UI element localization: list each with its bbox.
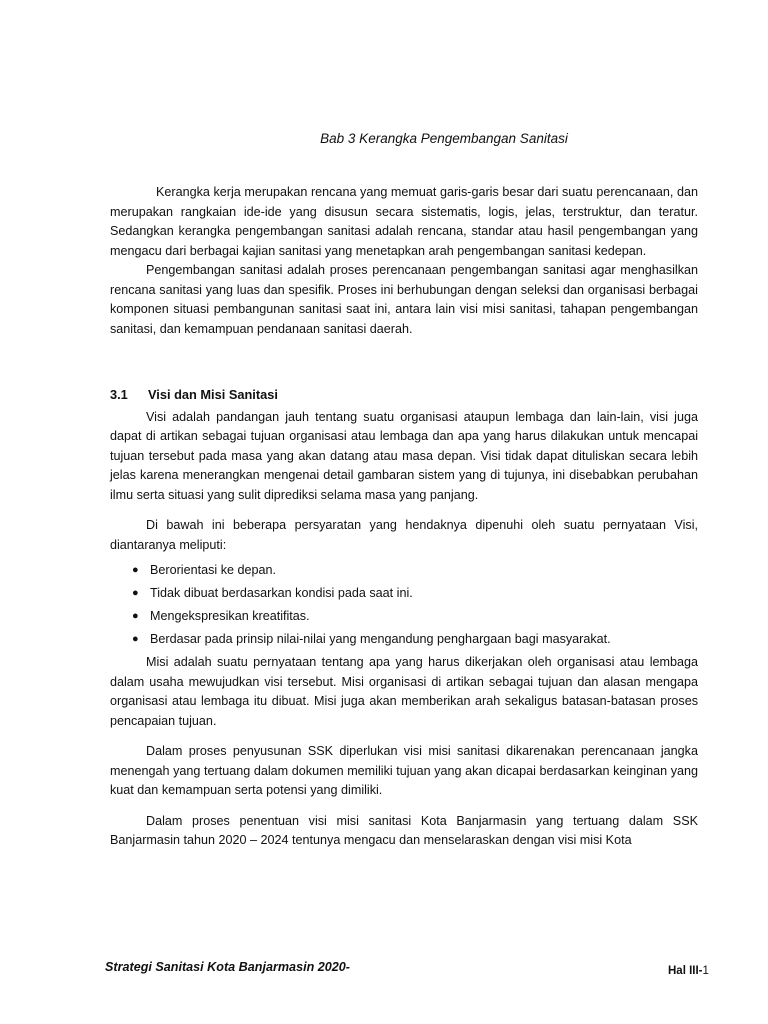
list-item-text: Berorientasi ke depan.	[150, 562, 277, 577]
list-item	[110, 628, 698, 651]
section-number: 3.1	[110, 387, 128, 402]
section-title: Visi dan Misi Sanitasi	[148, 387, 278, 402]
bullet-icon: ●	[132, 586, 139, 599]
page-num: 1	[702, 965, 709, 977]
syarat-paragraph: Di bawah ini beberapa persyaratan yang hendaknya dipenuhi oleh suatu pernyataan Visi, diantaranya meliputi:	[110, 518, 698, 552]
list-item	[110, 605, 698, 628]
list-item-text: Berdasar pada prinsip nilai-nilai yang mengandung penghargaan bagi masyarakat.	[150, 631, 611, 646]
section-heading	[110, 385, 698, 405]
bullet-icon: ●	[132, 632, 139, 645]
list-item-text: Mengekspresikan kreatifitas.	[150, 608, 310, 623]
intro-block	[110, 183, 698, 339]
visi-paragraph: Visi adalah pandangan jauh tentang suatu organisasi ataupun lembaga dan lain-lain, visi juga dapat di artikan sebagai tujuan organisasi atau lembaga dan apa yang harus dilakukan untuk mencapai tujuan tersebut pada masa yang akan datang atau masa depan. Visi tidak dapat dituliskan secara lebih jelas karena menerangkan mengenai detail gambaran sistem yang di tujunya, ini disebabkan perubahan ilmu serta situasi yang sulit diprediksi selama masa yang panjang.	[110, 409, 698, 502]
visi-requirements-list	[110, 559, 698, 651]
ssk-paragraph: Dalam proses penyusunan SSK diperlukan visi misi sanitasi dikarenakan perencanaan jangka menengah yang tertuang dalam dokumen memiliki tujuan yang akan dicapai berdasarkan keinginan yang kuat dan kemampuan serta potensi yang dimiliki.	[110, 744, 698, 797]
list-item	[110, 582, 698, 605]
list-item	[110, 559, 698, 582]
chapter-title: Bab 3 Kerangka Pengembangan Sanitasi	[320, 131, 568, 146]
footer-page-number	[668, 965, 709, 977]
misi-paragraph: Misi adalah suatu pernyataan tentang apa yang harus dikerjakan oleh organisasi atau lembaga dalam usaha mewujudkan visi tersebut. Misi organisasi di artikan sebagai tujuan dan alasan mengapa organisasi atau lembaga itu dibuat. Misi juga akan memberikan arah sekaligus batasan-batasan proses pencapaian tujuan.	[110, 655, 698, 728]
section-block	[110, 385, 698, 851]
kota-paragraph: Dalam proses penentuan visi misi sanitasi Kota Banjarmasin yang tertuang dalam SSK Banjarmasin tahun 2020 – 2024 tentunya mengacu dan menselaraskan dengan visi misi Kota	[110, 813, 698, 847]
list-item-text: Tidak dibuat berdasarkan kondisi pada saat ini.	[150, 585, 413, 600]
intro-paragraph-2: Pengembangan sanitasi adalah proses perencanaan pengembangan sanitasi agar menghasilkan rencana sanitasi yang luas dan spesifik. Proses ini berhubungan dengan seleksi dan organisasi berbagai komponen situasi pembangunan sanitasi saat ini, antara lain visi misi sanitasi, tahapan pengembangan sanitasi, dan kemampuan pendanaan sanitasi daerah.	[110, 263, 698, 336]
footer-document-title: Strategi Sanitasi Kota Banjarmasin 2020-	[105, 960, 350, 974]
page-label: Hal III-	[668, 965, 703, 977]
bullet-icon: ●	[132, 563, 139, 576]
bullet-icon: ●	[132, 609, 139, 622]
intro-paragraph-1: Kerangka kerja merupakan rencana yang memuat garis-garis besar dari suatu perencanaan, dan merupakan rangkaian ide-ide yang disusun secara sistematis, logis, jelas, terstruktur, dan teratur. Sedangkan kerangka pengembangan sanitasi adalah rencana, standar atau hasil pengembangan yang mengacu dari berbagai kajian sanitasi yang menetapkan arah pengembangan sanitasi kedepan.	[110, 185, 698, 258]
